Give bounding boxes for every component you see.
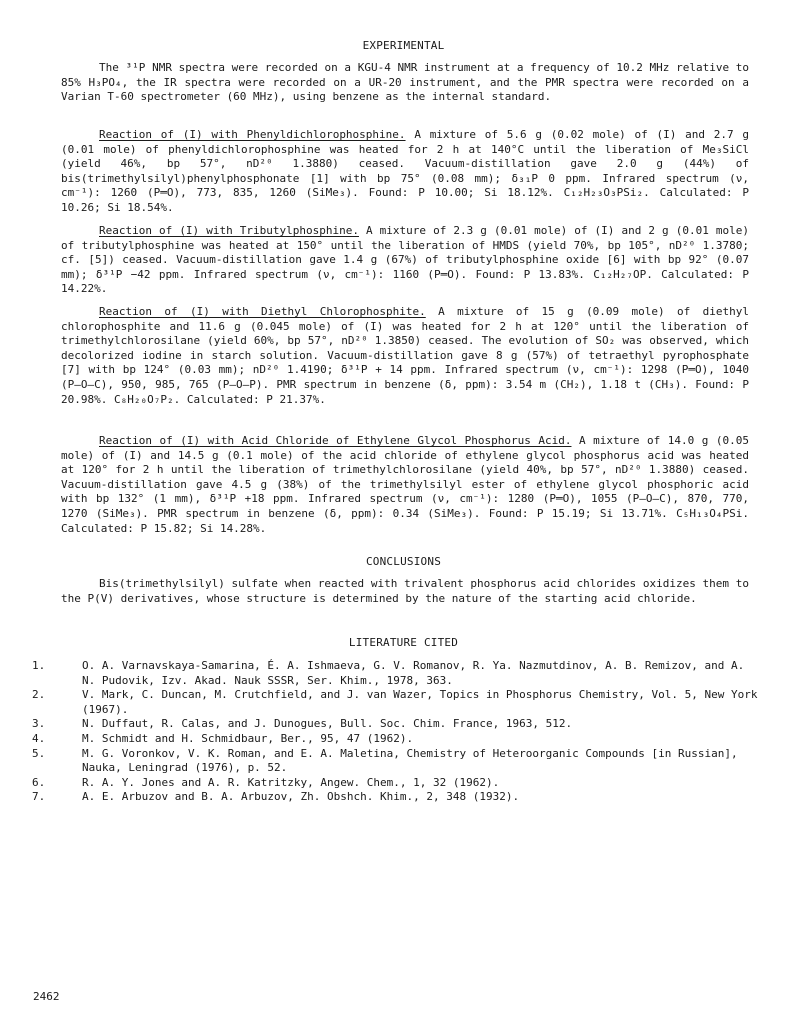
reference-item (32, 659, 762, 688)
section-paragraph-3 (61, 305, 749, 407)
section-title-2: Reaction of (I) with Tributylphosphine. (99, 224, 359, 237)
page-number: 2462 (33, 990, 60, 1003)
reference-text: M. G. Voronkov, V. K. Roman, and E. A. Maletina, Chemistry of Heteroorganic Compounds [in Russian], Nauka, Leningrad (1976), p. 52. (82, 746, 738, 775)
section-title-1: Reaction of (I) with Phenyldichlorophosphine. (99, 128, 406, 141)
conclusions-text: Bis(trimethylsilyl) sulfate when reacted with trivalent phosphorus acid chlorides oxidizes them to the P(V) derivatives, whose structure is determined by the nature of the starting acid chloride. (61, 577, 749, 605)
reference-item (32, 688, 762, 717)
conclusions-heading: CONCLUSIONS (365, 555, 442, 568)
literature-heading: LITERATURE CITED (348, 636, 459, 649)
conclusions-paragraph (61, 577, 749, 606)
reference-text: A. E. Arbuzov and B. A. Arbuzov, Zh. Obshch. Khim., 2, 348 (1932). (82, 790, 520, 804)
section-title-3: Reaction of (I) with Diethyl Chlorophosphite. (99, 305, 426, 318)
reference-text: R. A. Y. Jones and A. R. Katritzky, Angew. Chem., 1, 32 (1962). (82, 775, 500, 789)
reference-number: 5. (32, 746, 46, 760)
reference-number: 6. (32, 775, 46, 789)
reference-item (32, 717, 762, 732)
reference-number: 4. (32, 731, 46, 745)
section-body-1: A mixture of 5.6 g (0.02 mole) of (I) and 2.7 g (0.01 mole) of phenyldichlorophosphine was heated for 2 h at 140°C until the liberation of Me₃SiCl (yield 46%, bp 57°, nD²⁰ 1.3880) ceased. Vacuum-distillation gave 2.0 g (44%) of bis(trimethylsilyl)phenylphosphonate [1] with bp 75° (0.08 mm); δ₃₁P 0 ppm. Infrared spectrum (ν, cm⁻¹): 1260 (P═O), 773, 835, 1260 (SiMe₃). Found: P 10.00; Si 18.12%. C₁₂H₂₃O₃PSi₂. Calculated: P 10.26; Si 18.54%. (61, 128, 750, 214)
reference-item (32, 732, 762, 747)
experimental-heading: EXPERIMENTAL (362, 39, 445, 52)
section-paragraph-1 (61, 128, 749, 216)
reference-text: N. Duffaut, R. Calas, and J. Dunogues, Bull. Soc. Chim. France, 1963, 512. (82, 717, 573, 731)
reference-text: V. Mark, C. Duncan, M. Crutchfield, and J. van Wazer, Topics in Phosphorus Chemistry, Vol. 5, New York (1967). (82, 688, 758, 716)
section-paragraph-4 (61, 434, 749, 536)
section-body-2: A mixture of 2.3 g (0.01 mole) of (I) and 2 g (0.01 mole) of tributylphosphine was heated at 150° until the liberation of HMDS (yield 70%, bp 105°, nD²⁰ 1.3780; cf. [5]) ceased. Vacuum-distillation gave 1.4 g (67%) of tributylphosphine oxide [6] with bp 92° (0.07 mm); δ³¹P −42 ppm. Infrared spectrum (ν, cm⁻¹): 1160 (P═O). Found: P 13.83%. C₁₂H₂₇OP. Calculated: P 14.22%. (61, 224, 749, 296)
reference-text: M. Schmidt and H. Schmidbaur, Ber., 95, 47 (1962). (82, 731, 414, 745)
reference-number: 1. (32, 659, 46, 672)
reference-text: O. A. Varnavskaya-Samarina, É. A. Ishmaeva, G. V. Romanov, R. Ya. Nazmutdinov, A. B. Remizov, and A. N. Pudovik, Izv. Akad. Nauk SSSR, Ser. Khim., 1978, 363. (82, 659, 745, 687)
reference-number: 2. (32, 688, 46, 702)
reference-item (32, 747, 762, 776)
section-title-4: Reaction of (I) with Acid Chloride of Ethylene Glycol Phosphorus Acid. (99, 434, 572, 447)
reference-item (32, 776, 762, 791)
intro-text: The ³¹P NMR spectra were recorded on a KGU-4 NMR instrument at a frequency of 10.2 MHz relative to 85% H₃PO₄, the IR spectra were recorded on a UR-20 instrument, and the PMR spectra were recorded on a Varian T-60 spectrometer (60 MHz), using benzene as the internal standard. (61, 61, 749, 104)
reference-list (32, 659, 762, 805)
section-body-4: A mixture of 14.0 g (0.05 mole) of (I) and 14.5 g (0.1 mole) of the acid chloride of ethylene glycol phosphorus acid was heated at 120° for 2 h until the liberation of trimethylchlorosilane (yield 40%, bp 57°, nD²⁰ 1.3880) ceased. Vacuum-distillation gave 4.5 g (38%) of the trimethylsilyl ester of ethylene glycol phosphoric acid with bp 132° (1 mm), δ³¹P +18 ppm. Infrared spectrum (ν, cm⁻¹): 1280 (P═O), 1055 (P–O–C), 870, 770, 1270 (SiMe₃). PMR spectrum in benzene (δ, ppm): 0.34 (SiMe₃). Found: P 15.19; Si 13.71%. C₅H₁₃O₄PSi. Calculated: P 15.82; Si 14.28%. (61, 434, 749, 535)
reference-number: 7. (32, 790, 46, 804)
reference-item (32, 790, 762, 805)
section-paragraph-2 (61, 224, 749, 297)
reference-number: 3. (32, 717, 46, 731)
section-body-3: A mixture of 15 g (0.09 mole) of diethyl chlorophosphite and 11.6 g (0.045 mole) of (I) was heated for 2 h at 120° until the liberation of trimethylchlorosilane (yield 60%, bp 57°, nD²⁰ 1.3850) ceased. The evolution of SO₂ was observed, which decolorized iodine in starch solution. Vacuum-distillation gave 8 g (57%) of tetraethyl pyrophosphate [7] with bp 124° (0.03 mm); nD²⁰ 1.4190; δ³¹P + 14 ppm. Infrared spectrum (ν, cm⁻¹): 1298 (P═O), 1040 (P–O–C), 950, 985, 765 (P–O–P). PMR spectrum in benzene (δ, ppm): 3.54 m (CH₂), 1.18 t (CH₃). Found: P 20.98%. C₈H₂₀O₇P₂. Calculated: P 21.37%. (61, 305, 750, 406)
intro-paragraph (61, 61, 749, 105)
